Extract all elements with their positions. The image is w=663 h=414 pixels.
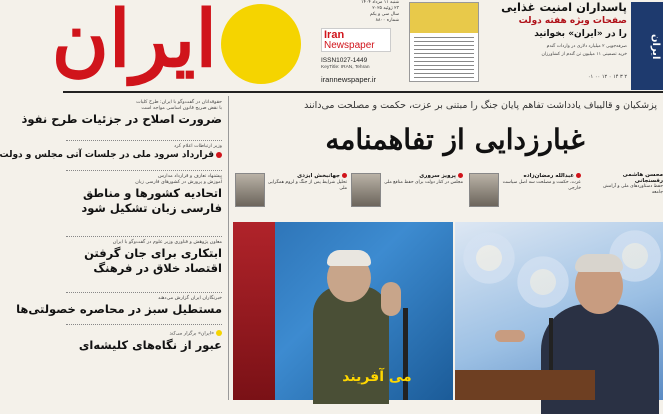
news-item[interactable] <box>66 174 222 216</box>
byline-text: عزت، حکمت و مصلحت سه اصل سیاست خارجی <box>502 180 581 191</box>
bullet-icon <box>458 173 463 178</box>
speaker-hand <box>381 282 401 316</box>
vertical-banner <box>631 2 663 90</box>
right-byline[interactable] <box>593 172 663 220</box>
microphone-stand <box>549 318 553 372</box>
divider <box>66 236 222 237</box>
byline-text: تحلیل شرایط پس از جنگ و لزوم همگرایی ملی <box>267 180 347 191</box>
left-news-column <box>0 96 229 400</box>
bullet-icon <box>342 173 347 178</box>
lead-kicker: پزشکیان و قالیباف یادداشت تفاهم پایان جنگ را مبتنی بر عزت، حکمت و مصلحت می‌دانند <box>304 100 657 111</box>
byline-text: مجلس در کنار دولت برای حفظ منافع ملی <box>384 180 463 185</box>
news-headline: ابتکاری برای جان گرفتن <box>84 246 222 260</box>
lead-headline[interactable]: غبارزدایی از تفاهمنامه <box>325 123 585 156</box>
keytitle: KeyTitle: IRAN, Tehran <box>321 65 370 70</box>
issue-info-line: شماره ۸۸۰۰ <box>375 18 399 23</box>
issn: ISSN1027-1449 <box>321 57 368 64</box>
speaker-hair <box>575 254 623 272</box>
iran-word: Iran <box>324 29 345 41</box>
promo-subtitle: صفحات ویژه هفته دولت <box>518 16 627 26</box>
promo-thumbnail[interactable] <box>409 2 479 82</box>
byline-author <box>267 173 347 179</box>
news-kicker: وزیر ارتباطات اعلام کرد <box>174 144 222 149</box>
promo-counter: ۲ ۳ ۱۴ ۰ ۱۲ ۰۰ ۰۱ <box>587 74 627 80</box>
news-kicker: معاون پژوهش و فناوری وزیر علوم در گفت‌وگو با ایران <box>112 240 222 245</box>
promo-small-text: صرفه‌جویی ۲ میلیارد دلاری در واردات گندم <box>546 44 627 49</box>
news-headline: فارسی زبان تشکیل شود <box>81 201 222 215</box>
news-kicker <box>66 330 222 338</box>
columnist-photo <box>235 173 265 207</box>
newspaper-word: Newspaper <box>324 40 375 51</box>
bullet-icon <box>216 330 222 336</box>
issue-info-line: ۲۳ ژوئیه ۲۰۲۵ <box>372 6 399 11</box>
backdrop-slogan: می آفریند <box>342 369 412 385</box>
news-item[interactable] <box>66 330 222 353</box>
news-item[interactable] <box>66 240 222 276</box>
byline-author <box>501 173 581 179</box>
promo-title: پاسداران امنیت غذایی <box>501 0 627 14</box>
columnist-photo <box>351 173 381 207</box>
promo-small-text: خرید تضمینی ۱۱ میلیون تن گندم از کشاورزان <box>541 52 627 57</box>
promo-thumbnail-lines <box>414 37 474 79</box>
news-headline: ضرورت اصلاح در جزئیات طرح نفوذ <box>21 112 222 126</box>
divider <box>66 140 222 141</box>
news-headline: اتحادیه کشورها و مناطق <box>82 186 222 200</box>
news-item[interactable] <box>21 100 222 127</box>
divider <box>66 292 222 293</box>
photo-speaker-left[interactable] <box>233 222 453 400</box>
news-kicker: خبرنگاران ایران گزارش می‌دهند <box>157 296 222 301</box>
byline[interactable] <box>501 173 581 221</box>
issue-info-line: شنبه ۱۱ مرداد ۱۴۰۴ <box>361 0 399 5</box>
news-kicker-text: «ایران» برگزار می‌کند <box>169 331 214 337</box>
news-headline: اقتصاد خلاق در فرهنگ <box>93 261 222 275</box>
news-headline: عبور از نگاه‌های کلیشه‌ای <box>78 337 222 352</box>
news-kicker: آموزش و پرورش در کشورهای فارسی زبان <box>135 180 222 185</box>
divider <box>66 170 222 171</box>
news-kicker: پیشنهاد تعارف و قرارداد مدارس <box>158 174 222 179</box>
byline[interactable] <box>267 173 347 221</box>
byline-author <box>383 173 463 179</box>
iran-newspaper-logo <box>321 28 391 52</box>
news-kicker: با نقض صریح قانون اساسی مواجه است <box>141 106 222 111</box>
byline-author-name: پرویز سروری <box>419 173 456 179</box>
issue-info-line: سال سی و یکم <box>369 12 399 17</box>
vertical-banner-text: ایران <box>650 34 661 60</box>
bullet-icon <box>576 173 581 178</box>
news-item[interactable] <box>0 144 222 161</box>
byline-author-name: جهانبخش ایزدی <box>297 173 340 179</box>
backdrop-flower <box>459 228 519 288</box>
speaker-hand <box>495 330 525 342</box>
news-kicker: حقوقدانان در گفت‌وگو با ایران: طرح کلیات <box>136 100 222 105</box>
divider <box>66 324 222 325</box>
sun-emblem <box>221 4 301 84</box>
website-link[interactable]: irannewspaper.ir <box>321 75 377 84</box>
bullet-icon <box>216 152 222 158</box>
promo-subtitle: را در «ایران» بخوانید <box>534 29 627 39</box>
masthead <box>51 0 663 93</box>
promo-box[interactable] <box>481 0 631 92</box>
news-headline: مستطیل سبز در محاصره خصولتی‌ها <box>16 302 222 316</box>
flag-banner <box>233 222 275 400</box>
podium <box>455 370 595 400</box>
photo-speaker-right[interactable] <box>455 222 663 400</box>
news-headline-text: قرارداد سرود ملی در جلسات آتی مجلس و دولت <box>0 150 214 160</box>
news-item[interactable] <box>16 296 222 317</box>
speaker-hair <box>327 250 371 266</box>
byline-text: حفظ دستاوردهای ملی و آرامش جامعه <box>603 184 663 195</box>
newspaper-logo[interactable]: ایران <box>51 0 217 85</box>
byline[interactable] <box>383 173 463 221</box>
backdrop-flower <box>513 252 573 312</box>
columnist-photo <box>469 173 499 207</box>
promo-thumbnail-image <box>410 3 478 33</box>
news-headline <box>0 150 222 161</box>
byline-author-name: عبدالله رمضان‌زاده <box>523 173 574 179</box>
byline-author: محسن هاشمی رفسنجانی <box>622 172 663 184</box>
